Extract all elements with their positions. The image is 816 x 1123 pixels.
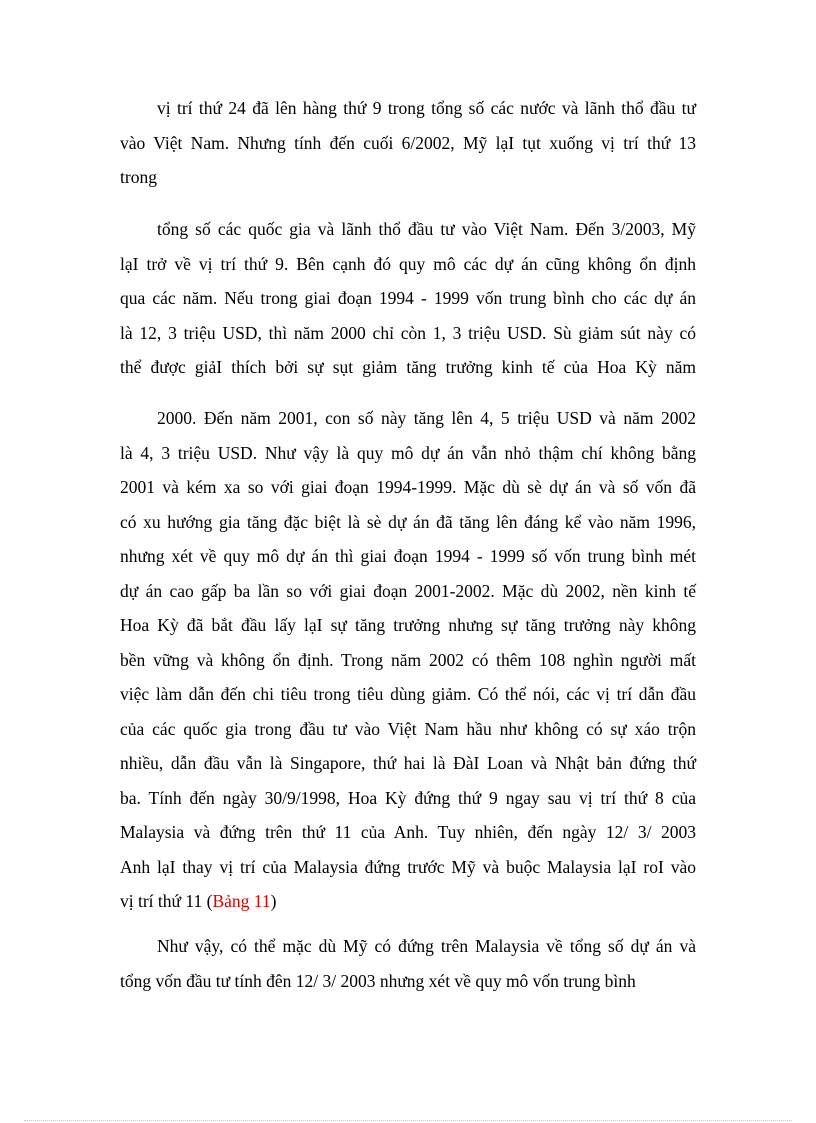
text-line: vị trí thứ 24 đã lên hàng thứ 9 trong tổng số các nước và lãnh thổ đầu tư xyxy=(157,98,696,118)
paragraph-3 xyxy=(120,401,696,919)
text-line: qua các năm. Nếu trong giai đoạn 1994 - 1999 vốn trung bình cho các dự án xyxy=(120,288,696,308)
line-suffix: ) xyxy=(270,891,277,911)
text-line: 2001 và kém xa so với giai đoạn 1994-1999. Mặc dù sè dự án và số vốn đã xyxy=(120,477,696,497)
text-line: có xu hướng gia tăng đặc biệt là sè dự án đã tăng lên đáng kể vào năm 1996, xyxy=(120,511,696,532)
text-line: bền vững và không ổn định. Trong năm 2002 có thêm 108 nghìn người mất xyxy=(120,649,696,670)
text-line: tổng vốn đầu tư tính đên 12/ 3/ 2003 nhưng xét về quy mô vốn trung bình xyxy=(120,970,636,991)
text-line: ba. Tính đến ngày 30/9/1998, Hoa Kỳ đứng thứ 9 ngay sau vị trí thứ 8 của xyxy=(120,787,696,808)
text-line: Hoa Kỳ đã bắt đầu lấy lạI sự tăng trưởng nhưng sự tăng trưởng này không xyxy=(120,615,696,635)
text-line: là 12, 3 triệu USD, thì năm 2000 chỉ còn 1, 3 triệu USD. Sù giảm sút này có xyxy=(120,322,696,343)
table-reference-link[interactable]: Bảng 11 xyxy=(212,891,271,911)
text-line: trong xyxy=(120,167,157,187)
text-line: Anh lạI thay vị trí của Malaysia đứng trước Mỹ và buộc Malaysia lạI roI vào xyxy=(120,856,696,877)
text-line: tổng số các quốc gia và lãnh thổ đầu tư vào Việt Nam. Đến 3/2003, Mỹ xyxy=(157,219,696,239)
text-line-with-reference xyxy=(120,884,696,919)
text-line: là 4, 3 triệu USD. Như vậy là quy mô dự án vẫn nhỏ thậm chí không bằng xyxy=(120,442,696,463)
paragraph-2 xyxy=(120,212,696,385)
text-line: 2000. Đến năm 2001, con số này tăng lên 4, 5 triệu USD và năm 2002 xyxy=(157,408,696,428)
text-line: của các quốc gia trong đầu tư vào Việt Nam hầu như không có sự xáo trộn xyxy=(120,718,696,739)
text-line: việc làm dẫn đến chi tiêu trong tiêu dùng giảm. Có thể nói, các vị trí dẫn đầu xyxy=(120,684,696,704)
text-line: thể được giảI thích bởi sự sụt giảm tăng trưởng kinh tế của Hoa Kỳ năm xyxy=(120,357,696,377)
page-bottom-divider xyxy=(24,1120,792,1121)
paragraph-4 xyxy=(120,929,696,998)
text-line: Malaysia và đứng trên thứ 11 của Anh. Tuy nhiên, đến ngày 12/ 3/ 2003 xyxy=(120,822,696,842)
text-line: Như vậy, có thể mặc dù Mỹ có đứng trên Malaysia về tổng số dự án và xyxy=(157,936,696,956)
text-line: nhiều, dẫn đầu vẫn là Singapore, thứ hai là ĐàI Loan và Nhật bản đứng thứ xyxy=(120,753,696,773)
line-prefix: vị trí thứ 11 ( xyxy=(120,891,213,911)
text-line: vào Việt Nam. Nhưng tính đến cuối 6/2002, Mỹ lạI tụt xuống vị trí thứ 13 xyxy=(120,132,696,153)
text-line: lạI trở về vị trí thứ 9. Bên cạnh đó quy mô các dự án cũng không ổn định xyxy=(120,253,696,274)
text-line: dự án cao gấp ba lần so với giai đoạn 2001-2002. Mặc dù 2002, nền kinh tế xyxy=(120,580,696,601)
text-line: nhưng xét về quy mô dự án thì giai đoạn 1994 - 1999 số vốn trung bình mét xyxy=(120,546,696,566)
paragraph-1 xyxy=(120,91,696,195)
